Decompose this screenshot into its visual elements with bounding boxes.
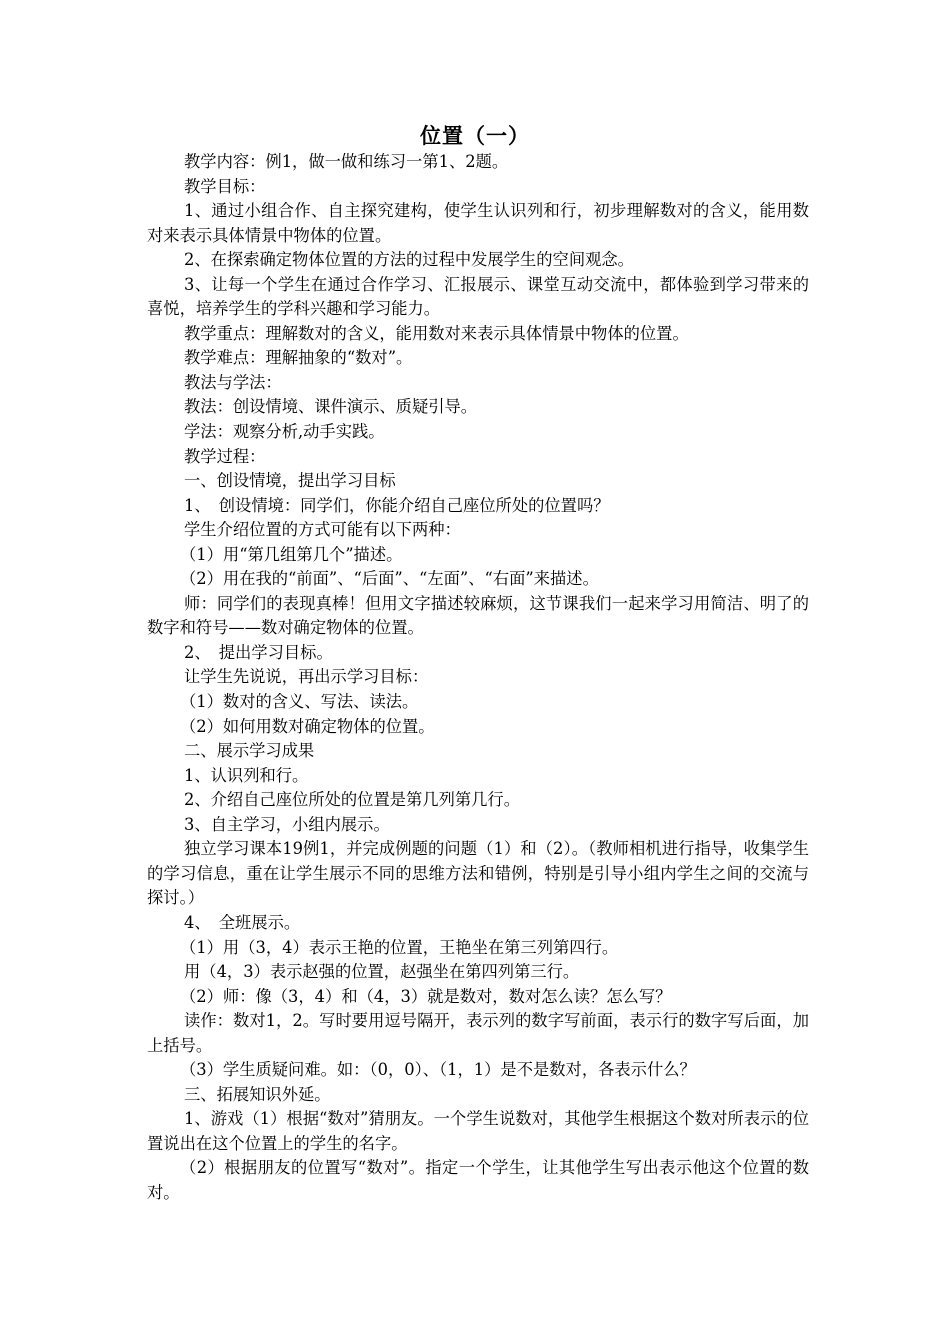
paragraph-step-1: 1、 创设情境：同学们，你能介绍自己座位所处的位置吗？: [184, 495, 610, 515]
paragraph-way-1: （1）用“第几组第几个”描述。: [180, 544, 403, 564]
paragraph-section-2-heading: 二、展示学习成果: [184, 741, 315, 761]
paragraph-section-1-heading: 一、创设情境，提出学习目标: [184, 471, 396, 491]
paragraph-goal-2: 2、在探索确定物体位置的方法的过程中发展学生的空间观念。: [184, 250, 634, 270]
paragraph-zhao-qiang: 用（4，3）表示赵强的位置，赵强坐在第四列第三行。: [184, 962, 580, 982]
paragraph-goal-item-2: （2）如何用数对确定物体的位置。: [180, 716, 435, 736]
paragraph-goal-3: 3、让每一个学生在通过合作学习、汇报展示、课堂互动交流中，都体验到学习带来的喜悦，培养学生的学科兴趣和学习能力。: [147, 274, 809, 319]
paragraph-show-goals: 让学生先说说，再出示学习目标：: [184, 667, 429, 687]
paragraph-item-4: 4、 全班展示。: [184, 912, 301, 932]
paragraph-goal-1: 1、通过小组合作、自主探究建构，使学生认识列和行，初步理解数对的含义，能用数对来表示具体情景中物体的位置。: [147, 201, 809, 245]
paragraph-item-3: 3、自主学习，小组内展示。: [184, 814, 390, 834]
paragraph-goal-item-1: （1）数对的含义、写法、读法。: [180, 692, 419, 712]
paragraph-teaching-goals-heading: 教学目标：: [184, 176, 266, 196]
paragraph-process-heading: 教学过程：: [184, 446, 266, 466]
paragraph-item-2: 2、介绍自己座位所处的位置是第几列第几行。: [184, 790, 520, 810]
paragraph-learning-method: 学法：观察分析,动手实践。: [184, 422, 385, 442]
paragraph-difficulty: 教学难点：理解抽象的“数对”。: [184, 348, 413, 368]
paragraph-student-questions: （3）学生质疑问难。如：（0，0）、（1，1）是不是数对，各表示什么？: [180, 1060, 696, 1080]
paragraph-game-2: （2）根据朋友的位置写“数对”。指定一个学生，让其他学生写出表示他这个位置的数对。: [147, 1158, 809, 1202]
document-title: 位置（一）: [420, 123, 530, 148]
paragraph-section-3-heading: 三、拓展知识外延。: [184, 1084, 331, 1104]
paragraph-read-write: 读作：数对1，2。写时要用逗号隔开，表示列的数字写前面，表示行的数字写后面，加上括号。: [147, 1011, 809, 1055]
paragraph-game-1: 1、游戏（1）根据“数对”猜朋友。一个学生说数对，其他学生根据这个数对所表示的位置说出在这个位置上的学生的名字。: [147, 1109, 809, 1153]
paragraph-key-point: 教学重点：理解数对的含义，能用数对来表示具体情景中物体的位置。: [184, 323, 689, 343]
paragraph-wang-yan: （1）用（3，4）表示王艳的位置，王艳坐在第三列第四行。: [180, 937, 619, 957]
paragraph-teaching-method: 教法：创设情境、课件演示、质疑引导。: [184, 397, 478, 417]
paragraph-step-2: 2、 提出学习目标。: [184, 642, 333, 662]
document-body: [147, 150, 809, 1206]
paragraph-independent-study: 独立学习课本19例1，并完成例题的问题（1）和（2）。（教师相机进行指导，收集学生的学习信息，重在让学生展示不同的思维方法和错例，特别是引导小组内学生之间的交流与探讨。）: [147, 839, 809, 908]
paragraph-methods-heading: 教法与学法：: [184, 372, 282, 392]
paragraph-item-1: 1、认识列和行。: [184, 765, 309, 785]
paragraph-number-pair-question: （2）师：像（3，4）和（4，3）就是数对，数对怎么读？怎么写？: [180, 986, 672, 1006]
paragraph-teacher-comment: 师：同学们的表现真棒！但用文字描述较麻烦，这节课我们一起来学习用简洁、明了的数字和符号——数对确定物体的位置。: [147, 593, 809, 638]
paragraph-two-ways: 学生介绍位置的方式可能有以下两种：: [184, 520, 461, 540]
paragraph-teaching-content: 教学内容：例1，做一做和练习一第1、2题。: [184, 152, 509, 171]
paragraph-way-2: （2）用在我的“前面”、“后面”、“左面”、“右面”来描述。: [180, 569, 599, 589]
